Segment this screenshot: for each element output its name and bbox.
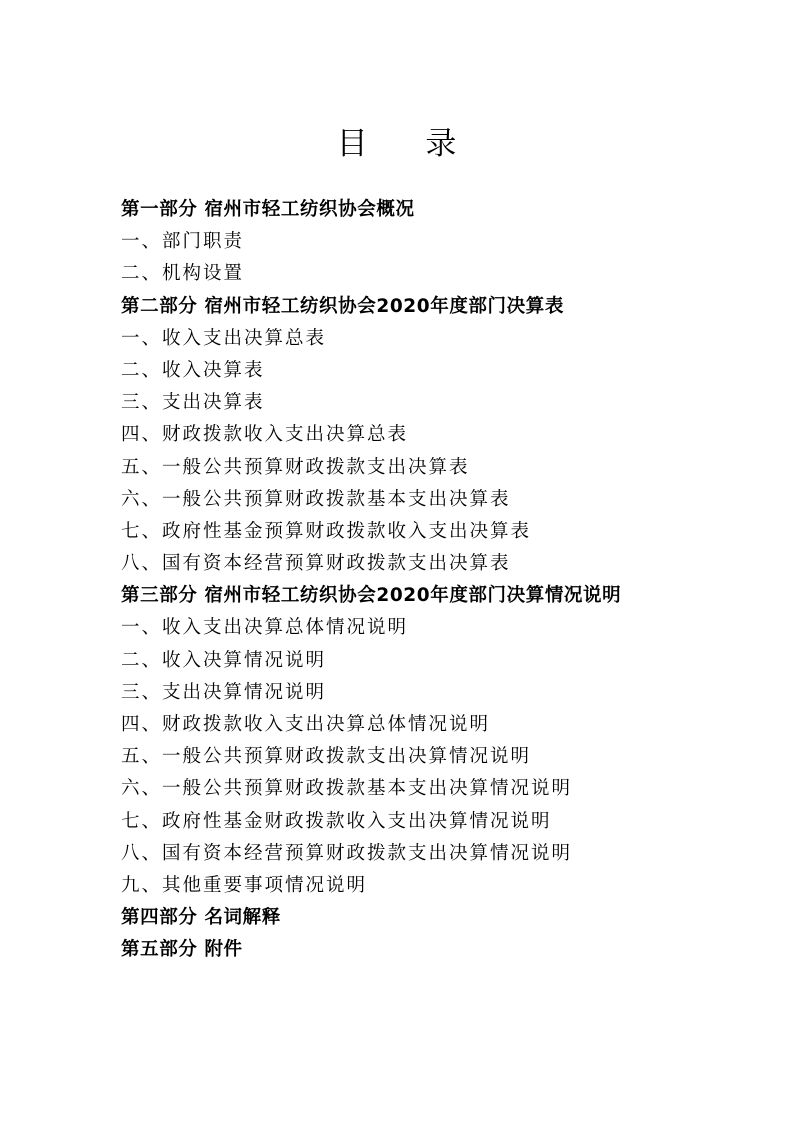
toc-part-heading[interactable]: 第一部分 宿州市轻工纺织协会概况 bbox=[121, 199, 415, 220]
toc-item[interactable]: 八、国有资本经营预算财政拨款支出决算表 bbox=[121, 553, 511, 575]
toc-item[interactable]: 三、支出决算情况说明 bbox=[121, 681, 327, 703]
toc-item[interactable]: 二、机构设置 bbox=[121, 263, 245, 285]
toc-item[interactable]: 二、收入决算情况说明 bbox=[121, 649, 327, 671]
toc-part-heading[interactable]: 第三部分 宿州市轻工纺织协会2020年度部门决算情况说明 bbox=[121, 585, 622, 607]
page-title: 目 录 bbox=[336, 126, 481, 162]
toc-part-heading[interactable]: 第四部分 名词解释 bbox=[121, 907, 281, 929]
toc-item[interactable]: 五、一般公共预算财政拨款支出决算表 bbox=[121, 456, 470, 478]
toc-item[interactable]: 一、收入支出决算总表 bbox=[121, 327, 327, 349]
toc-part-heading[interactable]: 第五部分 附件 bbox=[121, 939, 243, 961]
toc-item[interactable]: 三、支出决算表 bbox=[121, 392, 265, 414]
toc-item[interactable]: 八、国有资本经营预算财政拨款支出决算情况说明 bbox=[121, 842, 573, 864]
toc-item[interactable]: 一、部门职责 bbox=[121, 231, 245, 253]
toc-item[interactable]: 二、收入决算表 bbox=[121, 359, 265, 381]
toc-item[interactable]: 六、一般公共预算财政拨款基本支出决算表 bbox=[121, 488, 511, 510]
toc-item[interactable]: 七、政府性基金预算财政拨款收入支出决算表 bbox=[121, 520, 532, 542]
toc-item[interactable]: 六、一般公共预算财政拨款基本支出决算情况说明 bbox=[121, 778, 573, 800]
toc-part-heading[interactable]: 第二部分 宿州市轻工纺织协会2020年度部门决算表 bbox=[121, 295, 564, 317]
toc-item[interactable]: 一、收入支出决算总体情况说明 bbox=[121, 617, 409, 639]
toc-item[interactable]: 七、政府性基金财政拨款收入支出决算情况说明 bbox=[121, 810, 552, 832]
toc-item[interactable]: 五、一般公共预算财政拨款支出决算情况说明 bbox=[121, 746, 532, 768]
table-of-contents bbox=[121, 194, 741, 967]
toc-item[interactable]: 四、财政拨款收入支出决算总表 bbox=[121, 424, 409, 446]
toc-item[interactable]: 四、财政拨款收入支出决算总体情况说明 bbox=[121, 714, 491, 735]
toc-item[interactable]: 九、其他重要事项情况说明 bbox=[121, 874, 368, 896]
